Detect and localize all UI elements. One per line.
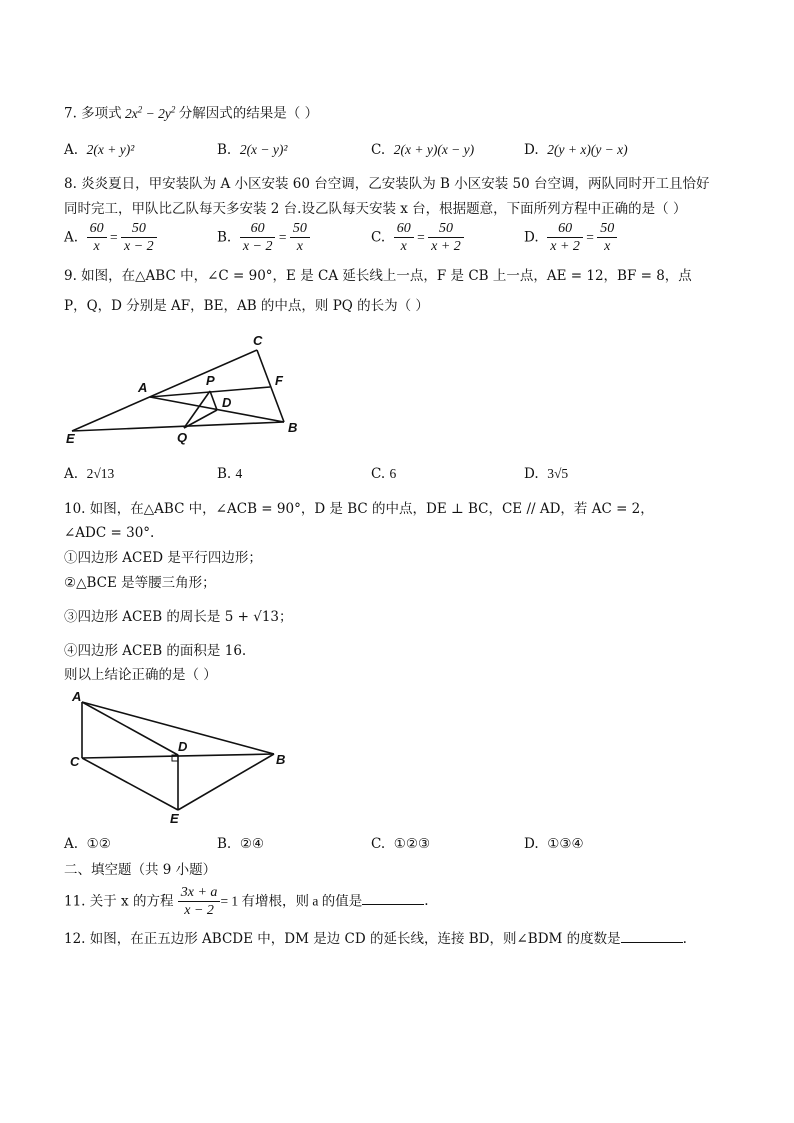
q11-fraction: $\frac{3x + a}{x - 2}$ (178, 884, 221, 919)
q12-stem: 12. 如图，在正五边形 ABCDE 中，DM 是边 CD 的延长线，连接 BD，则∠BDM 的度数是 . (64, 931, 687, 947)
q10-line-ad (82, 702, 178, 755)
q9-option-c[interactable]: C. 6 (371, 466, 397, 482)
q10-statement-2: ②△BCE 是等腰三角形； (64, 575, 216, 591)
q10-line-ce (82, 758, 178, 810)
q10-figure (60, 688, 300, 828)
q11-suffix: = 1 有增根，则 a 的值是 (220, 893, 363, 909)
section-heading-fill-blank: 二、填空题（共 9 小题） (64, 862, 217, 878)
q11-answer-blank[interactable] (362, 891, 424, 905)
q9-stem-line2: P，Q，D 分别是 AF，BE，AB 的中点，则 PQ 的长为（ ） (64, 298, 429, 314)
q7-option-b[interactable]: B. 2(x − y)² (217, 142, 288, 158)
q11-stem: 11. 关于 x 的方程 $\frac{3x + a}{x - 2}$ = 1 有增根，则 a 的值是 . (64, 885, 429, 918)
q10-stem-line2: ∠ADC = 30°. (64, 525, 155, 541)
q7-option-c[interactable]: C. 2(x + y)(x − y) (371, 142, 475, 158)
q9-label-p: P (206, 373, 215, 388)
q9-option-d[interactable]: D. 3√5 (524, 466, 569, 482)
q9-option-a[interactable]: A. 2√13 (64, 466, 115, 482)
q12-answer-blank[interactable] (621, 929, 683, 943)
q9-label-a: A (138, 380, 148, 395)
q11-prefix: 11. 关于 x 的方程 (64, 893, 174, 910)
q7-option-a[interactable]: A. 2(x + y)² (64, 142, 135, 158)
q7-option-d[interactable]: D. 2(y + x)(y − x) (524, 142, 628, 158)
q10-label-a: A (72, 689, 82, 704)
q8-stem-line1: 8. 炎炎夏日，甲安装队为 A 小区安装 60 台空调，乙安装队为 B 小区安装 50 台空调，两队同时开工且恰好 (64, 176, 710, 192)
q8-option-a[interactable]: A. $\frac{60}{x}$ = $\frac{50}{x - 2}$ (64, 220, 157, 255)
q9-label-e: E (66, 431, 75, 446)
q8-option-d[interactable]: D. $\frac{60}{x + 2}$ = $\frac{50}{x}$ (524, 220, 617, 255)
q10-line-eb (178, 754, 274, 810)
q10-question: 则以上结论正确的是（ ） (64, 667, 217, 683)
q10-option-a[interactable]: A. ①② (64, 836, 111, 852)
q10-option-b[interactable]: B. ②④ (217, 836, 265, 852)
q10-label-c: C (70, 754, 80, 769)
q7-polynomial: $2x^2 - 2y^2$ (121, 104, 176, 121)
q9-label-b: B (288, 420, 298, 435)
q10-statement-1: ①四边形 ACED 是平行四边形； (64, 550, 262, 566)
q8-stem-line2: 同时完工，甲队比乙队每天多安装 2 台.设乙队每天安装 x 台，根据题意，下面所列方程中正确的是（ ） (64, 201, 687, 217)
q12-text: 12. 如图，在正五边形 ABCDE 中，DM 是边 CD 的延长线，连接 BD，则∠BDM 的度数是 (64, 931, 621, 947)
q9-option-b[interactable]: B. 4 (217, 466, 243, 482)
q10-option-c[interactable]: C. ①②③ (371, 836, 431, 852)
q9-label-c: C (253, 333, 263, 348)
q10-statement-3: ③四边形 ACEB 的周长是 5 + √13； (64, 609, 293, 625)
q10-stem-line1: 10. 如图，在△ABC 中，∠ACB = 90°，D 是 BC 的中点，DE ⊥ BC，CE // AD，若 AC = 2， (64, 501, 654, 517)
q8-option-c[interactable]: C. $\frac{60}{x}$ = $\frac{50}{x + 2}$ (371, 220, 464, 255)
q8-option-b[interactable]: B. $\frac{60}{x - 2}$ = $\frac{50}{x}$ (217, 220, 310, 255)
q10-label-e: E (170, 811, 179, 826)
q10-statement-4: ④四边形 ACEB 的面积是 16. (64, 643, 247, 659)
q7-stem (64, 100, 318, 123)
q9-line-pq (184, 391, 210, 428)
q9-label-f: F (275, 373, 283, 388)
q10-option-d[interactable]: D. ①③④ (524, 836, 584, 852)
q10-label-d: D (178, 739, 188, 754)
q9-label-d: D (222, 395, 232, 410)
q10-label-b: B (276, 752, 286, 767)
q9-line-pd (210, 391, 217, 410)
q9-stem-line1: 9. 如图，在△ABC 中，∠C = 90°，E 是 CA 延长线上一点，F 是 CB 上一点，AE = 12，BF = 8，点 (64, 268, 692, 284)
q9-label-q: Q (177, 430, 188, 445)
q7-stem-suffix: 分解因式的结果是（ ） (178, 105, 319, 122)
q9-triangle-figure (60, 328, 330, 448)
q7-stem-prefix: 7. 多项式 (64, 105, 122, 122)
